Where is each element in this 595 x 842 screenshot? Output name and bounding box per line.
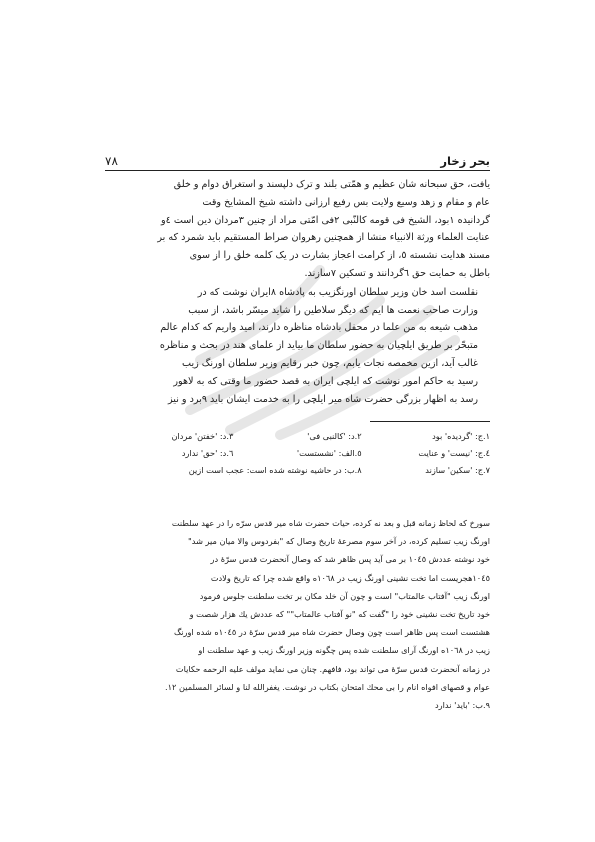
footnote-row <box>105 444 490 461</box>
footnote-line: اورنگ زیب تسلیم کرده، در آخر سوم مصرعهٔ تاریخ وصال که "بفردوس والا میان میر شد" <box>188 536 490 547</box>
footnote-line: زیب در ١٠٦٨ه اورنگ آرای سلطنت شده پس چگونه وزیر اورنگ زیب و عهد سلطنت او <box>198 645 490 656</box>
text-line: مذهب شیعه به من علما در محفل بادشاه مناظره دارند، امید واریم که کدام عالم <box>160 322 478 334</box>
text-line: مسند هدایت نشسته ٥، از کرامت اعجاز بشارت در یک کلمه خلق را از سوی <box>189 250 490 262</box>
footnote-line: خود تاریخ تخت نشینی خود را "گفت که "نو آفتاب عالمتاب"" که عددش یك هزار شصت و <box>189 609 490 620</box>
main-text <box>105 176 490 408</box>
footnote-line: اورنگ زیب "آفتاب عالمتاب" است و چون آن خلد مکان بر تخت سلطنت جلوس فرمود <box>199 590 490 601</box>
footnote-line: خود نوشته عددش ١٠٤٥ بر می آید پس ظاهر شد که وصال آنحضرت قدس سرّهٔ در <box>210 554 490 565</box>
text-line: رسید به حاکم امور نوشت که ایلچی ایران به قصد حضور ما وقتی که به لاهور <box>173 375 478 387</box>
text-line: نقلست اسد خان وزیر سلطان اورنگزیب به پادشاه ٨ایران نوشت که در <box>197 286 478 298</box>
footnote-line: هشتست است پس ظاهر است چون وصال حضرت شاه میر قدس سرّهٔ در ١٠٤٥ه شده اورنگ <box>173 627 490 638</box>
text-line: باطل به حمایت حق ٦گردانند و تسکین ٧سازند. <box>304 267 490 279</box>
footnote-line: ٩.ب: 'باید' ندارد <box>435 700 490 711</box>
page-header <box>105 150 490 168</box>
header-rule <box>105 170 490 171</box>
footnote-line: عوام و قصهای افواه انام را بی محك امتحان بکتاب در نوشت. یغفرالله لنا و لسائر المسلمین ١٢. <box>165 681 490 692</box>
footnote-line: سورخ که لحاظ زمانه قبل و بعد نه کرده، حیات حضرت شاه میر قدس سرّه را در عهد سلطنت <box>171 518 490 528</box>
footnote-line: ١٠٤٥هجریست اما تخت نشینی اورنگ زیب در ١٠٦٨ه واقع شده چرا که تاریخ ولادت <box>210 572 490 583</box>
footnote-row <box>105 427 490 444</box>
text-line: گردانیده ١بود، الشیخ فی قومه کالنّبی ٢فی امّتی مراد از چنین ٣مردان دین است ٤و <box>161 214 490 226</box>
running-title: بحر زخار <box>440 154 490 168</box>
footnote: ٨.ب: در حاشیه نوشته شده است: عجب است ازین <box>188 464 362 475</box>
footnote: ٢.د: 'کالنبی فی' <box>307 430 362 441</box>
footnote-row <box>105 461 490 478</box>
text-line: یافت، حق سبحانه شان عظیم و همّتی بلند و ترک دلپسند و استغراق دوام و خلق <box>173 179 490 190</box>
footnote-rule <box>370 421 490 422</box>
footnotes-grid <box>105 427 490 478</box>
text-line: عام و مقام و زهد وسیع ولایت بس رفیع ارزانی داشته شیخ المشایخ وقت <box>202 196 490 208</box>
paragraph-2 <box>105 284 490 409</box>
footnote-continuation <box>105 514 490 714</box>
footnote: ٧.ج: 'سکین' سازند <box>425 464 490 475</box>
footnote: ٣.د: 'خفتن' مردان <box>171 430 234 441</box>
text-line: غالب آید، ازین مخمصه نجات یابم، چون خبر رقایم وزیر سلطان اورنگ زیب <box>182 357 478 369</box>
paragraph-1 <box>105 176 490 283</box>
text-line: وزارت صاحب نعمت ها ایم که دیگر سلاطین را شاید میسّر باشد، از سبب <box>188 304 478 316</box>
text-line: عنایت العلماء ورثة الانبیاء منشا از همچنین رهروان صراط المستقیم باید شمرد که بر <box>157 232 490 244</box>
footnote: ٤.ج: 'نیست' و عنایت <box>418 447 490 458</box>
footnote: ٥.الف: 'نشستست' <box>296 447 362 458</box>
footnote: ١.ج: 'گردیده' بود <box>432 430 490 441</box>
footnote: ٦.د: 'حق' ندارد <box>181 447 234 458</box>
footnote-line: در زمانه آنحضرت قدس سرّهٔ می تواند بود، فافهم. چنان می نماید مولف علیه الرحمه حکایات <box>175 663 490 674</box>
text-line: رسد به اظهار بزرگی حضرت شاه میر ایلچی را به خدمت ایشان باید ٩برد و نیز <box>168 393 478 405</box>
page-number: ٧٨ <box>105 154 118 168</box>
text-line: متبحّر بر طریق ایلچیان به حضور سلطان ما بیاید از علمای هند در بحث و مناظره <box>159 340 478 352</box>
